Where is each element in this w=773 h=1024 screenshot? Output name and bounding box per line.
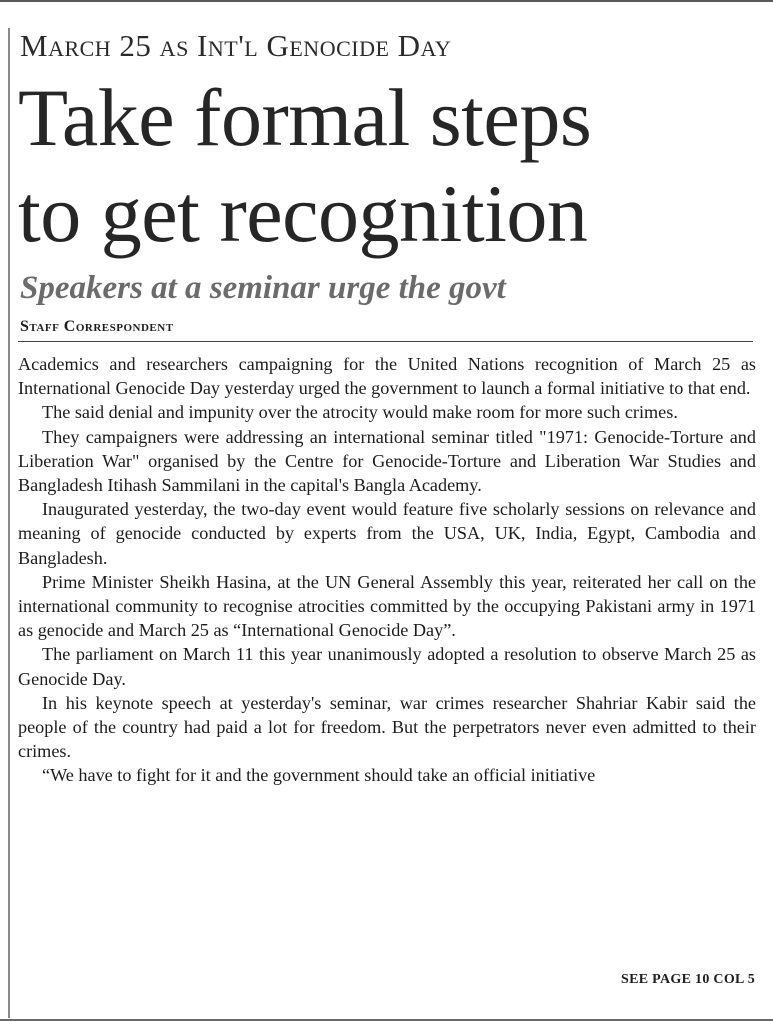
paragraph-8: “We have to fight for it and the government should take an official initiative (42, 765, 596, 786)
paragraph-7: In his keynote speech at yesterday's seminar, war crimes researcher Shahriar Kabir said the people of the country had paid a lot for freedom. But the perpetrators never even admitted to their crimes. (18, 692, 756, 762)
byline-rule (18, 341, 753, 342)
top-border (0, 0, 773, 2)
paragraph-2: The said denial and impunity over the atrocity would make room for more such crimes. (42, 402, 678, 423)
headline-line-1: Take formal steps (18, 72, 592, 163)
byline: Staff Correspondent (20, 318, 174, 335)
continued-on-page-note: SEE PAGE 10 COL 5 (621, 972, 755, 987)
paragraph-4: Inaugurated yesterday, the two-day event would feature five scholarly sessions on relevance and meaning of genocide conducted by experts from the USA, UK, India, Egypt, Cambodia and Bangladesh. (18, 499, 756, 568)
headline (18, 70, 756, 262)
paragraph-3: They campaigners were addressing an international seminar titled "1971: Genocide-Torture and Liberation War" organised by the Centre for Genocide-Torture and Liberation War Studies and Bangladesh Itihash Sammilani in the capital's Bangla Academy. (18, 426, 756, 496)
kicker-line: March 25 as Int'l Genocide Day (20, 28, 452, 63)
subheadline: Speakers at a seminar urge the govt (20, 270, 506, 306)
bottom-border (0, 1019, 773, 1021)
paragraph-6: The parliament on March 11 this year unanimously adopted a resolution to observe March 25 as Genocide Day. (18, 644, 756, 689)
paragraph-5: Prime Minister Sheikh Hasina, at the UN General Assembly this year, reiterated her call on the international community to recognise atrocities committed by the occupying Pakistani army in 1971 as genocide and March 25 as “International Genocide Day”. (18, 571, 756, 641)
news-article (18, 26, 756, 788)
article-body (18, 352, 756, 788)
left-border (8, 28, 10, 1018)
paragraph-1: Academics and researchers campaigning for the United Nations recognition of March 25 as International Genocide Day yesterday urged the government to launch a formal initiative to that end. (18, 354, 756, 399)
headline-line-2: to get recognition (18, 168, 588, 259)
